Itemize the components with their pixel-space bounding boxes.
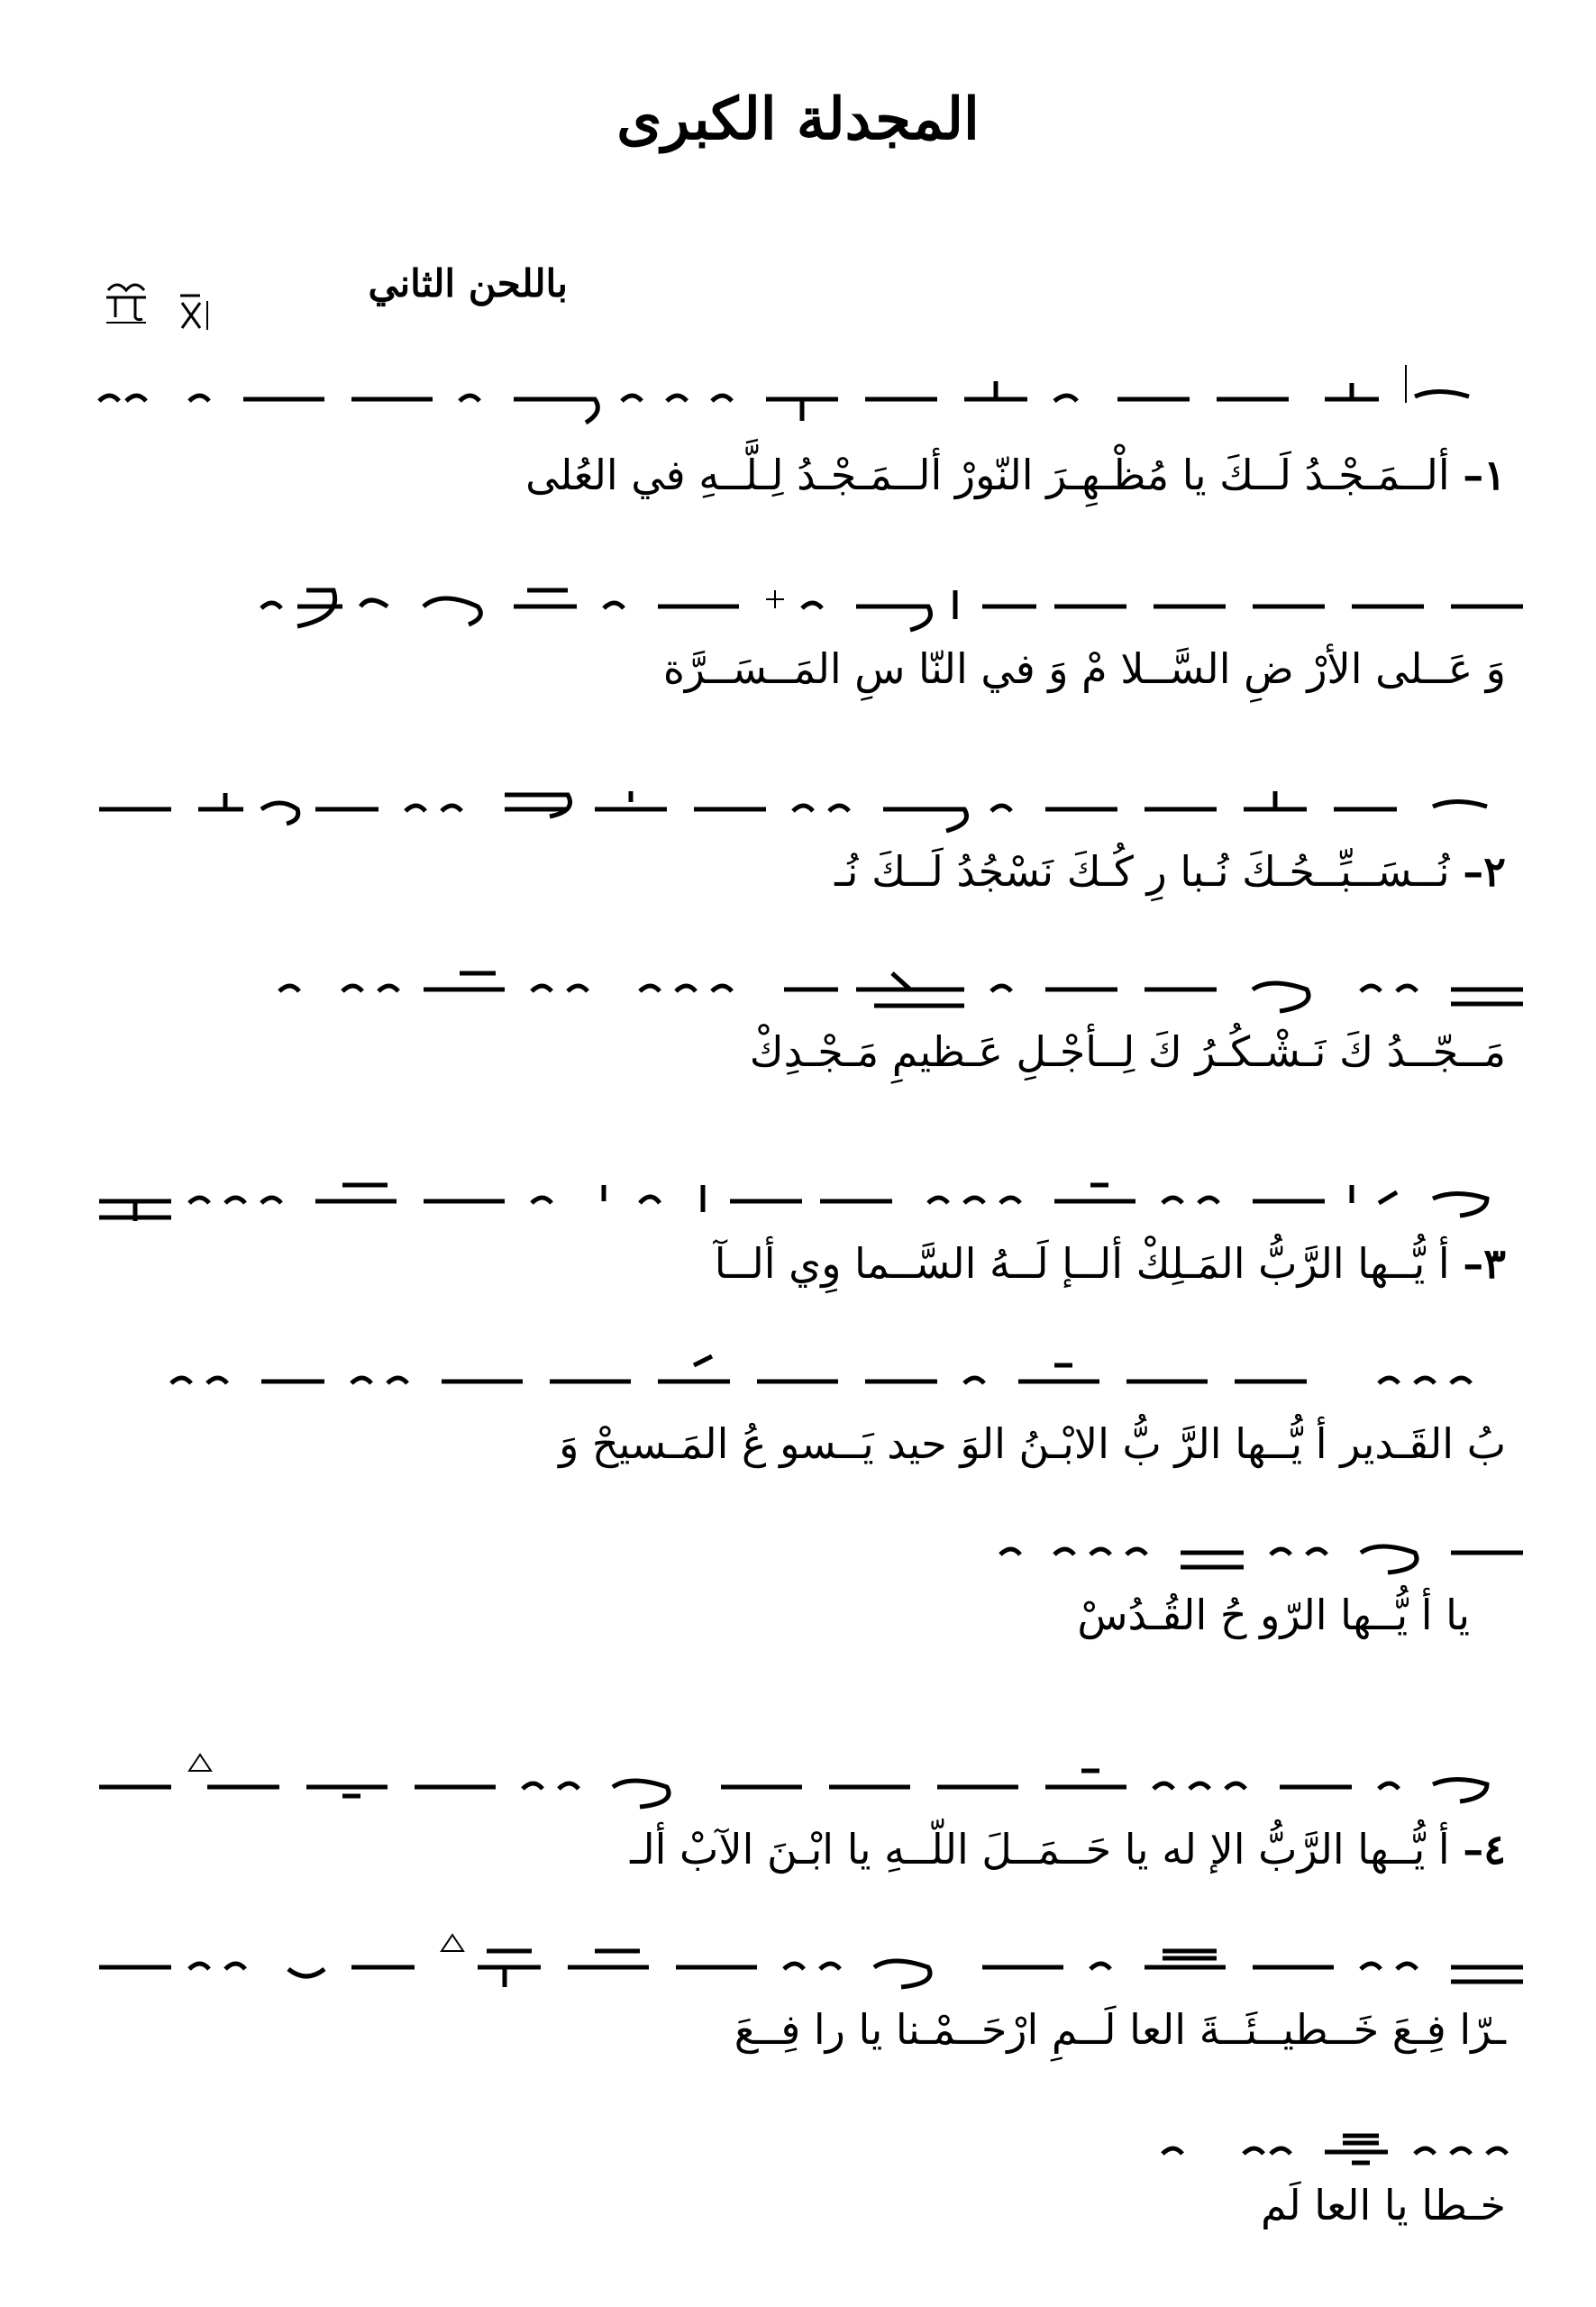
lyric-text: مَــجّــدُ كَ نَـشْـكُـرُ كَ لِــأجْـلِ عَـظيمِ مَـجْـدِكْ bbox=[749, 1027, 1506, 1076]
lyric-text: يا أ يُّــها الرّو حُ القُـدُسْ bbox=[1077, 1591, 1470, 1639]
neume-row-1-1 bbox=[81, 347, 1523, 455]
verse-number: ٢– bbox=[1463, 847, 1506, 896]
lyric-text: أ يُّــها الرَّبُّ المَـلِكْ ألــإ لَــهُ السَّــما وِي ألــآ bbox=[714, 1239, 1450, 1288]
verse-line bbox=[715, 1239, 1506, 1289]
lyric-text: ألــمَـجْـدُ لَــكَ يا مُظْـهِـرَ النّورْ ألــمَـجْـدُ لِـلَّــهِ في العُلى bbox=[525, 451, 1450, 499]
verse-line bbox=[559, 1419, 1506, 1469]
verse-line bbox=[630, 1825, 1506, 1874]
verse-line bbox=[663, 644, 1506, 694]
verse-line bbox=[750, 1027, 1506, 1077]
page-title: المجدلة الكبرى bbox=[616, 86, 980, 153]
mode-indicator bbox=[99, 252, 568, 333]
verse-line bbox=[1261, 2181, 1506, 2230]
lyric-text: بُ القَـدير أ يُّــها الرَّ بُّ الابْـنُ الوَ حيد يَــسو عُ المَـسيحْ وَ bbox=[559, 1419, 1506, 1468]
verse-number: ١– bbox=[1463, 451, 1506, 499]
verse-line bbox=[525, 451, 1506, 500]
verse-line bbox=[1077, 1591, 1470, 1640]
verse-number: ٤– bbox=[1463, 1825, 1506, 1874]
lyric-text: وَ عَــلى الأرْ ضِ السَّــلا مْ وَ في النّا سِ المَــسَــرَّة bbox=[662, 644, 1506, 693]
mode-label: باللحن الثاني bbox=[368, 261, 568, 305]
verse-line bbox=[834, 847, 1506, 897]
lyric-text: أ يُّــها الرَّبُّ الإ له يا حَــمَــلَ اللّــهِ يا ابْـنَ الآبْ ألـ bbox=[630, 1825, 1450, 1874]
lyric-text: خـطا يا العا لَم bbox=[1261, 2181, 1506, 2229]
lyric-text: نُــسَــبِّــحُـكَ نُـبا رِ كُـكَ نَسْجُدُ لَــكَ نُـ bbox=[834, 847, 1450, 896]
verse-line bbox=[734, 2005, 1506, 2055]
verse-number: ٣– bbox=[1463, 1239, 1506, 1288]
mode-signature-icon bbox=[99, 252, 306, 333]
lyric-text: ـرّا فِـعَ خَــطيــئَــةَ العا لَــمِ ارْحَــمْـنا يا را فِــعَ bbox=[734, 2005, 1506, 2054]
